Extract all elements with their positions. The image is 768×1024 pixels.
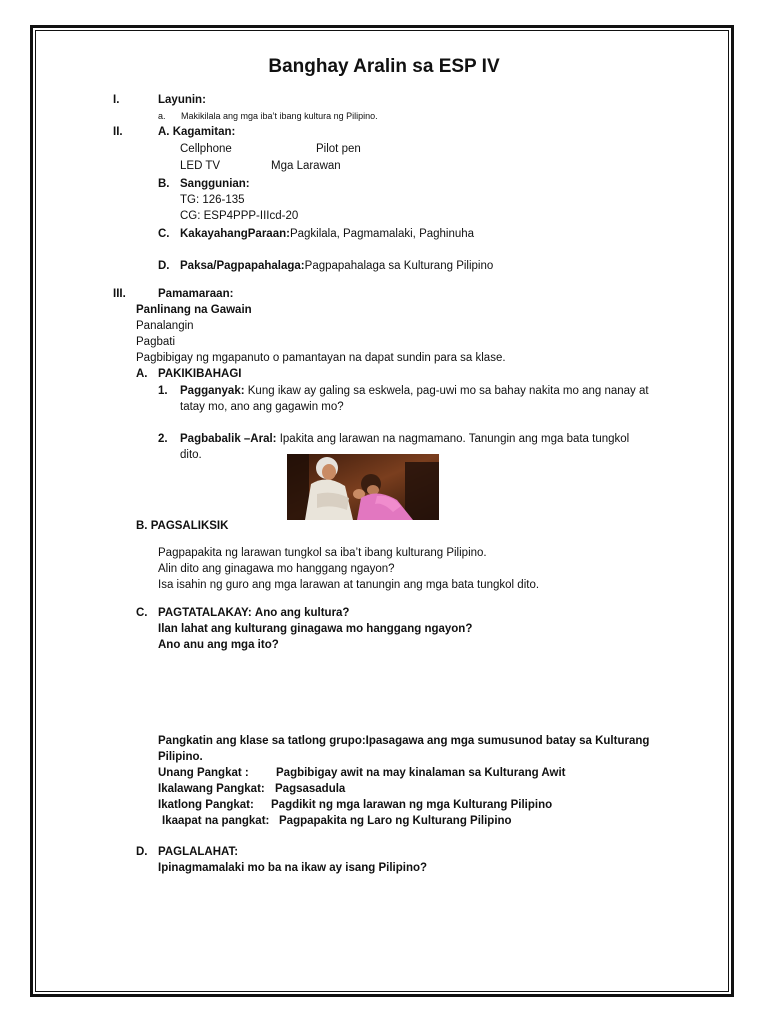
section-1-heading: Layunin: [158, 94, 206, 106]
generalization-question: Ipinagmamalaki mo ba na ikaw ay isang Pilipino? [158, 862, 428, 874]
motivation-line [180, 384, 649, 398]
review-text-cont: dito. [180, 449, 202, 461]
motivation-text: Kung ikaw ay galing sa eskwela, pag-uwi mo sa bahay nakita mo ang nanay at [247, 385, 649, 397]
reference-tg: TG: 126-135 [180, 194, 245, 206]
group-label: Ikatlong Pangkat: [158, 799, 254, 811]
group-label: Ikaapat na pangkat: [162, 815, 270, 827]
mano-photo [287, 454, 439, 520]
discussion-heading: PAGTATALAKAY: [158, 607, 252, 619]
research-line: Alin dito ang ginagawa mo hanggang ngayon? [158, 563, 395, 575]
procedure-intro-line: Panlinang na Gawain [136, 304, 252, 316]
procedure-intro-line: Pagbibigay ng mgapanuto o pamantayan na dapat sundin para sa klase. [136, 352, 506, 364]
generalization-letter: D. [136, 846, 148, 858]
procedure-intro-line: Panalangin [136, 320, 194, 332]
motivation-text-cont: tatay mo, ano ang gagawin mo? [180, 401, 344, 413]
sharing-heading: PAKIKIBAHAGI [158, 368, 242, 380]
review-label: Pagbabalik –Aral: [180, 433, 277, 445]
group-task: Pagdikit ng mga larawan ng mga Kulturang Pilipino [271, 799, 553, 811]
materials-heading: A. Kagamitan: [158, 126, 236, 138]
material-item: LED TV [180, 160, 221, 172]
section-3-numeral: III. [113, 288, 126, 300]
material-item: Mga Larawan [271, 160, 341, 172]
skills-heading: KakayahangParaan: [180, 228, 290, 240]
discussion-question: Ano ang kultura? [254, 607, 350, 619]
discussion-letter: C. [136, 607, 148, 619]
document-title: Banghay Aralin sa ESP IV [268, 56, 500, 77]
research-line: Isa isahin ng guro ang mga larawan at tanungin ang mga bata tungkol dito. [158, 579, 540, 591]
group-task: Pagpapakita ng Laro ng Kulturang Pilipino [279, 815, 512, 827]
skills-line [180, 227, 474, 241]
references-heading: Sanggunian: [180, 178, 250, 190]
material-item: Cellphone [180, 143, 232, 155]
group-label: Unang Pangkat : [158, 767, 249, 779]
research-line: Pagpapakita ng larawan tungkol sa iba’t ibang kulturang Pilipino. [158, 547, 487, 559]
skills-letter: C. [158, 228, 170, 240]
group-task: Pagsasadula [275, 783, 346, 795]
group-instruction-cont: Pilipino. [158, 751, 203, 763]
topic-letter: D. [158, 260, 170, 272]
section-2-numeral: II. [113, 126, 123, 138]
mano-photo-illustration [287, 454, 439, 520]
discussion-line [158, 606, 349, 620]
motivation-label: Pagganyak: [180, 385, 245, 397]
research-heading: B. PAGSALIKSIK [136, 520, 229, 532]
objective-letter: a. [158, 111, 166, 121]
group-instruction: Pangkatin ang klase sa tatlong grupo:Ipasagawa ang mga sumusunod batay sa Kulturang [158, 735, 650, 747]
material-item: Pilot pen [316, 143, 361, 155]
topic-line [180, 259, 493, 273]
group-task: Pagbibigay awit na may kinalaman sa Kulturang Awit [276, 767, 566, 779]
review-number: 2. [158, 433, 168, 445]
topic-heading: Paksa/Pagpapahalaga: [180, 260, 305, 272]
group-label: Ikalawang Pangkat: [158, 783, 265, 795]
procedure-intro-line: Pagbati [136, 336, 176, 348]
sharing-letter: A. [136, 368, 148, 380]
skills-text: Pagkilala, Pagmamalaki, Paghinuha [289, 228, 475, 240]
review-text: Ipakita ang larawan na nagmamano. Tanungin ang mga bata tungkol [279, 433, 630, 445]
motivation-number: 1. [158, 385, 168, 397]
review-line [180, 432, 629, 446]
objective-text: Makikilala ang mga iba’t ibang kultura ng Pilipino. [181, 111, 378, 121]
discussion-line: Ano anu ang mga ito? [158, 639, 279, 651]
procedure-heading: Pamamaraan: [158, 288, 234, 300]
reference-cg: CG: ESP4PPP-IIIcd-20 [180, 210, 299, 222]
topic-text: Pagpapahalaga sa Kulturang Pilipino [304, 260, 494, 272]
section-1-numeral: I. [113, 94, 120, 106]
references-letter: B. [158, 178, 170, 190]
generalization-heading: PAGLALAHAT: [158, 846, 239, 858]
discussion-line: Ilan lahat ang kulturang ginagawa mo hanggang ngayon? [158, 623, 473, 635]
